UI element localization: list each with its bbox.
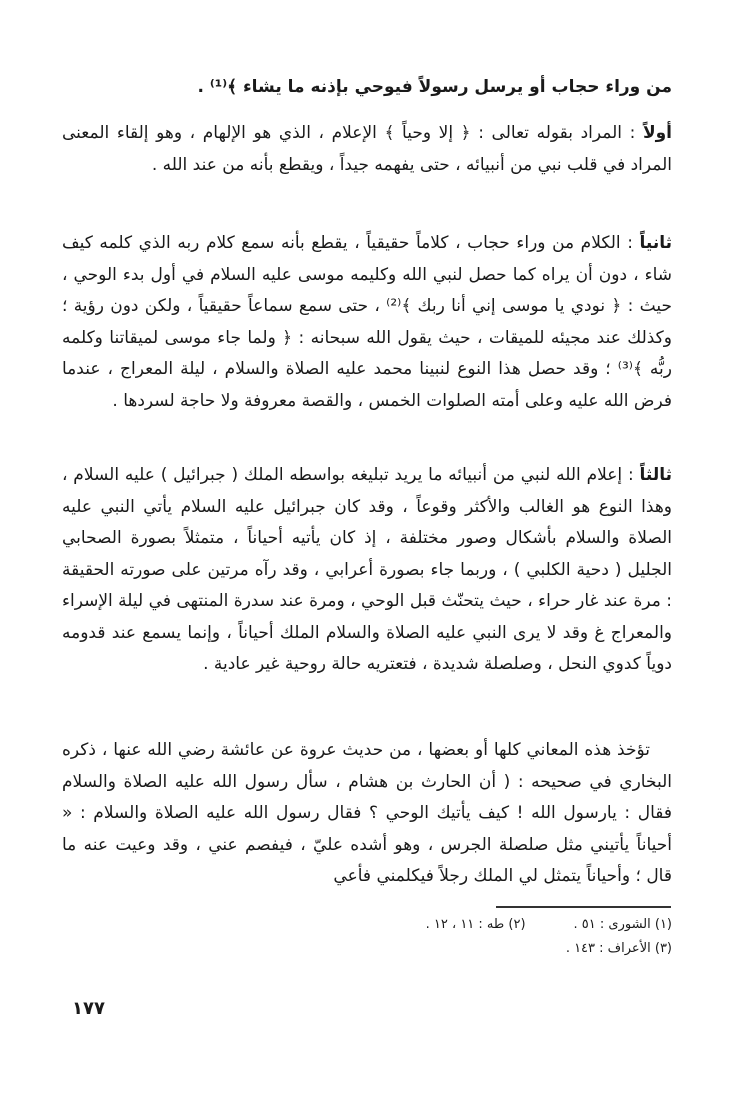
paragraph-second [62, 228, 672, 417]
paragraph-first-text: : المراد بقوله تعالى : ﴿ إلا وحياً ﴾ الإعلام ، الذي هو الإلهام ، وهو إلقاء المعنى المراد في قلب نبي من أنبيائه ، حتى يفهمه جيداً ، ويقطع بأنه من عند الله . [62, 123, 672, 175]
paragraph-first-body [62, 118, 672, 181]
footnote-row-second [62, 937, 672, 961]
intro-line [62, 72, 672, 104]
footnote-row-first [62, 913, 672, 937]
page-number: ١٧٧ [72, 998, 105, 1019]
paragraph-second-lead: ثانياً [639, 233, 672, 253]
paragraph-fourth [62, 735, 672, 893]
footnotes [62, 913, 672, 961]
paragraph-third-body [62, 460, 672, 681]
paragraph-third [62, 460, 672, 681]
footnote-divider [496, 906, 671, 908]
paragraph-second-text: : الكلام من وراء حجاب ، كلاماً حقيقياً ، يقطع بأنه سمع كلام ربه الذي كلمه كيف شاء ، دون أن يراه كما حصل لنبي الله وكليمه موسى عليه السلام في أول بدء الوحي ، حيث : ﴿ نودي يا موسى إني أنا ربك ﴾⁽²⁾ ، حتى سمع سماعاً حقيقياً ، ولكن دون رؤية ؛ وكذلك عند مجيئه للميقات ، حيث يقول الله سبحانه : ﴿ ولما جاء موسى لميقاتنا وكلمه ربُّه ﴾⁽³⁾ ؛ وقد حصل هذا النوع لنبينا محمد عليه الصلاة والسلام ، ليلة المعراج ، عندما فرض الله عليه وعلى أمته الصلوات الخمس ، والقصة معروفة ولا حاجة لسردها . [62, 233, 672, 411]
paragraph-second-body [62, 228, 672, 417]
footnote-3: (٣) الأعراف : ١٤٣ . [565, 941, 672, 956]
footnote-2: (٢) طه : ١١ ، ١٢ . [425, 917, 526, 932]
footnote-1: (١) الشورى : ٥١ . [573, 917, 672, 932]
intro-verse-text: من وراء حجاب أو يرسل رسولاً فيوحي بإذنه ما يشاء ﴾⁽¹⁾ . [197, 77, 672, 97]
paragraph-third-text: : إعلام الله لنبي من أنبيائه ما يريد تبليغه بواسطه الملك ( جبرائيل ) عليه السلام ، وهذا النوع هو الغالب والأكثر وقوعاً ، وقد كان جبرائيل عليه السلام يأتي النبي عليه الصلاة والسلام بأشكال وصور مختلفة ، إذ كان يأتيه أحياناً ، متمثلاً بصورة الصحابي الجليل ( دحية الكلبي ) ، وربما جاء بصورة أعرابي ، وقد رآه مرتين على صورته الحقيقة : مرة عند غار حراء ، حيث يتحنّث قبل الوحي ، ومرة عند سدرة المنتهى في ليلة الإسراء والمعراج غ وقد لا يرى النبي عليه الصلاة والسلام الملك أحياناً ، وإنما يسمع عند قدومه دوياً كدوي النحل ، وصلصلة شديدة ، فتعتريه حالة روحية غير عادية . [62, 465, 672, 674]
paragraph-fourth-text: تؤخذ هذه المعاني كلها أو بعضها ، من حديث عروة عن عائشة رضي الله عنها ، ذكره البخاري في صحيحه : ( أن الحارث بن هشام ، سأل رسول الله عليه الصلاة والسلام فقال : يارسول الله ! كيف يأتيك الوحي ؟ فقال رسول الله عليه الصلاة والسلام : « أحياناً يأتيني مثل صلصلة الجرس ، وهو أشده عليّ ، فيفصم عني ، وقد وعيت عنه ما قال ؛ وأحياناً يتمثل لي الملك رجلاً فيكلمني فأعي [62, 740, 672, 886]
paragraph-first-lead: أولاً [642, 123, 672, 143]
paragraph-third-lead: ثالثاً [639, 465, 672, 485]
paragraph-first [62, 118, 672, 181]
